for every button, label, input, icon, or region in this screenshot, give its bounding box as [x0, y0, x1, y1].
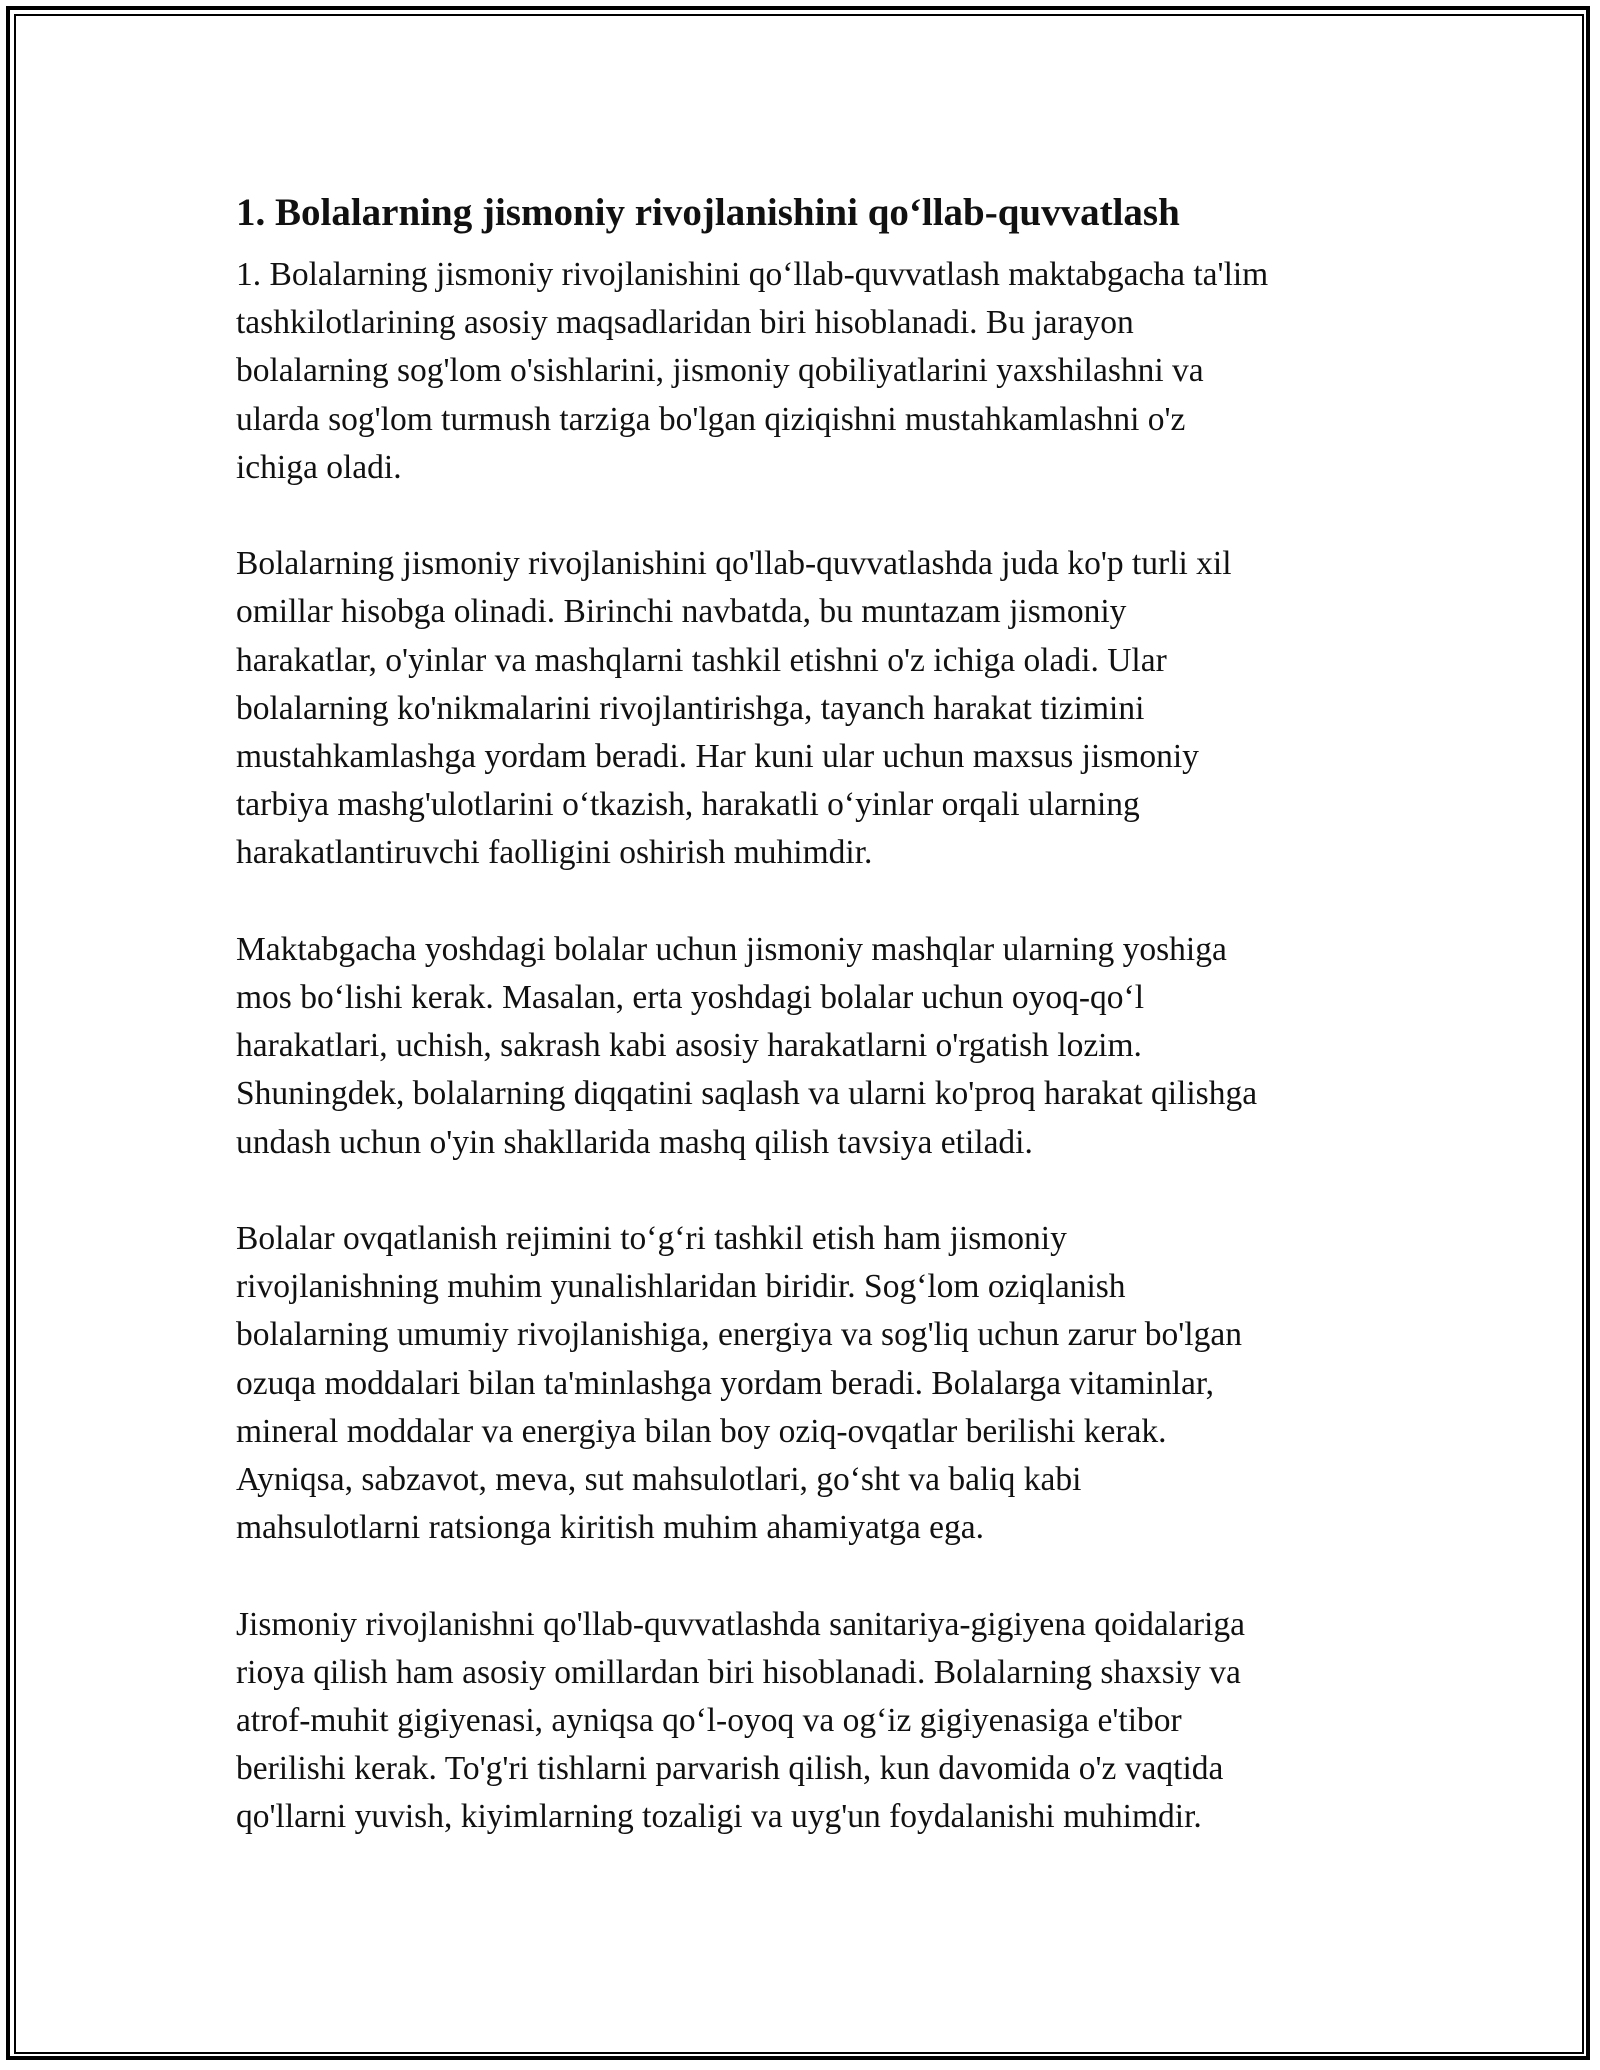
paragraph-factors: Bolalarning jismoniy rivojlanishini qo'llab-quvvatlashda juda ko'p turli xil omillar hisobga olinadi. Birinchi navbatda, bu muntazam jismoniy harakatlar, o'yinlar va mashqlarni tashkil etishni o'z ichiga oladi. Ular bolalarning ko'nikmalarini rivojlantirishga, tayanch harakat tizimini mustahkamlashga yordam beradi. Har kuni ular uchun maxsus jismoniy tarbiya mashg'ulotlarini o‘tkazish, harakatli o‘yinlar orqali ularning harakatlantiruvchi faolligini oshirish muhimdir. — [236, 545, 1232, 872]
paragraph-age-exercises: Maktabgacha yoshdagi bolalar uchun jismoniy mashqlar ularning yoshiga mos bo‘lishi kerak. Masalan, erta yoshdagi bolalar uchun oyoq-qo‘l harakatlari, uchish, sakrash kabi asosiy harakatlarni o'rgatish lozim. Shuningdek, bolalarning diqqatini saqlash va ularni ko'proq harakat qilishga undash uchun o'yin shakllarida mashq qilish tavsiya etiladi. — [236, 930, 1258, 1161]
paragraph-hygiene: Jismoniy rivojlanishni qo'llab-quvvatlashda sanitariya-gigiyena qoidalariga rioya qilish ham asosiy omillardan biri hisoblanadi. Bolalarning shaxsiy va atrof-muhit gigiyenasi, ayniqsa qo‘l-oyoq va og‘iz gigiyenasiga e'tibor berilishi kerak. To'g'ri tishlarni parvarish qilish, kun davomida o'z vaqtida qo'llarni yuvish, kiyimlarning tozaligi va uyg'un foydalanishi muhimdir. — [236, 1605, 1245, 1836]
document-title: 1. Bolalarning jismoniy rivojlanishini qo‘llab-quvvatlash — [236, 191, 1180, 234]
paragraph-intro: 1. Bolalarning jismoniy rivojlanishini qo‘llab-quvvatlash maktabgacha ta'lim tashkilotlarining asosiy maqsadlaridan biri hisoblanadi. Bu jarayon bolalarning sog'lom o'sishlarini, jismoniy qobiliyatlarini yaxshilashni va ularda sog'lom turmush tarziga bo'lgan qiziqishni mustahkamlashni o'z ichiga oladi. — [236, 256, 1269, 486]
paragraph-nutrition: Bolalar ovqatlanish rejimini to‘g‘ri tashkil etish ham jismoniy rivojlanishning muhim yunalishlaridan biridir. Sog‘lom oziqlanish bolalarning umumiy rivojlanishiga, energiya va sog'liq uchun zarur bo'lgan ozuqa moddalari bilan ta'minlashga yordam beradi. Bolalarga vitaminlar, mineral moddalar va energiya bilan boy oziq-ovqatlar berilishi kerak. Ayniqsa, sabzavot, meva, sut mahsulotlari, go‘sht va baliq kabi mahsulotlarni ratsionga kiritish muhim ahamiyatga ega. — [236, 1220, 1242, 1547]
document-body — [236, 183, 1376, 1890]
